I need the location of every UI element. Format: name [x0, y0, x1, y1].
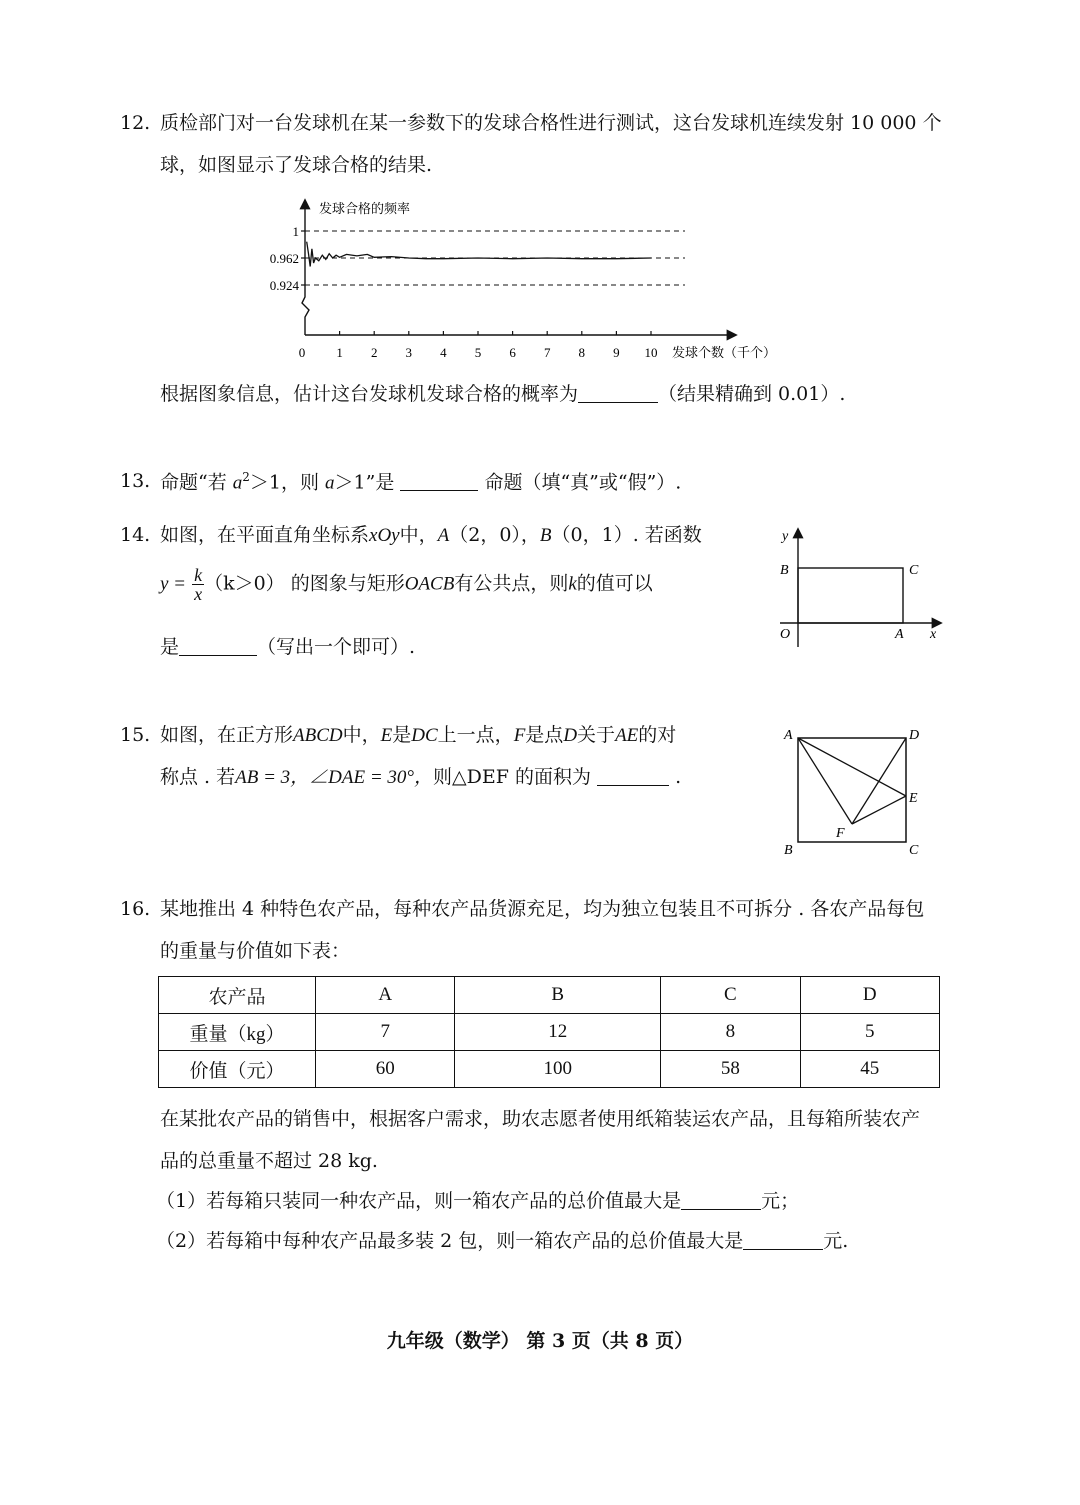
q14-label-y: y	[782, 529, 789, 544]
q14-line2-c: 有公共点，则	[454, 572, 569, 595]
q15-line1	[160, 724, 676, 748]
table-header-cell: C	[661, 977, 800, 1014]
table-cell: 5	[800, 1014, 939, 1051]
page-footer: 九年级（数学） 第 3 页（共 8 页）	[386, 1330, 694, 1352]
q15-line2-a: 称点 . 若	[160, 766, 236, 788]
q15-label-E: E	[909, 791, 918, 806]
table-cell: 8	[661, 1014, 800, 1051]
q13-sup: 2	[242, 470, 250, 484]
q13-var-a2: a	[325, 472, 335, 494]
q12-number: 12.	[120, 112, 151, 134]
q15-angle: ∠DAE = 30°，	[309, 767, 434, 788]
table-header-cell: A	[316, 977, 455, 1014]
q16-sub1-answer-blank[interactable]	[681, 1191, 761, 1210]
q15-line1-a: 如图，在正方形	[160, 724, 294, 746]
x-tick-label: 0	[298, 345, 306, 360]
q15-line2-end: .	[675, 766, 682, 788]
q13-number: 13.	[120, 470, 151, 492]
table-row	[159, 1014, 940, 1051]
q14-line2	[160, 566, 653, 603]
q14-k: k	[568, 573, 577, 595]
q13-mid1: ＞1，则	[249, 471, 319, 494]
q15-abcd: ABCD	[293, 725, 343, 746]
q15-E: E	[380, 725, 393, 746]
q14-line3-b: （写出一个即可）.	[257, 636, 416, 658]
q16-sub2-answer-blank[interactable]	[743, 1231, 823, 1250]
q15-line1-g: 的对	[638, 724, 677, 746]
q12-line1: 质检部门对一台发球机在某一参数下的发球合格性进行测试，这台发球机连续发射 10 000 个	[160, 112, 942, 134]
q15-DC: DC	[411, 725, 438, 746]
q15-answer-blank[interactable]	[597, 767, 669, 786]
table-header-row	[159, 977, 940, 1014]
q15-label-B: B	[784, 843, 793, 858]
table-header-cell: 农产品	[159, 977, 316, 1014]
q14-B-coord: （0，1）. 若函数	[551, 524, 702, 546]
q14-cond: （k＞0）	[204, 572, 285, 595]
y-tick-label: 0.924	[269, 278, 299, 293]
q15-label-C: C	[909, 843, 919, 858]
q14-frac-num: k	[194, 565, 203, 585]
q14-frac-den: x	[194, 584, 203, 604]
q14-y-eq: y =	[160, 573, 187, 595]
q15-ab3: AB = 3，	[235, 767, 310, 788]
q15-label-D: D	[909, 728, 920, 743]
q14-A-coord: （2，0），	[449, 524, 540, 546]
q15-line1-b: 中，	[342, 724, 381, 746]
q14-line3	[160, 636, 415, 659]
q12-frequency-chart	[260, 195, 820, 375]
x-tick-label: 2	[370, 345, 378, 360]
q16-product-table	[158, 976, 940, 1088]
q14-number: 14.	[120, 524, 151, 546]
q14-oacb: OACB	[404, 573, 455, 595]
q14-line2-b: 的图象与矩形	[290, 572, 405, 595]
q14-fraction	[192, 566, 204, 603]
q15-number: 15.	[120, 724, 151, 746]
table-cell: 58	[661, 1051, 800, 1088]
q15-AE: AE	[615, 725, 639, 746]
q14-line1	[160, 524, 702, 548]
q13-mid2: ＞1”是	[334, 471, 395, 494]
q16-sub2-after: 元.	[823, 1230, 849, 1252]
table-cell: 60	[316, 1051, 455, 1088]
table-cell: 重量（kg）	[159, 1014, 316, 1051]
x-tick-label: 7	[543, 345, 551, 360]
q12-question-before: 根据图象信息，估计这台发球机发球合格的概率为	[160, 383, 579, 405]
q12-question	[160, 383, 845, 406]
q16-sub2	[156, 1230, 848, 1253]
q14-xoy: xOy	[369, 525, 400, 546]
q16-sub1	[156, 1190, 799, 1213]
q14-A: A	[437, 525, 450, 546]
table-cell: 7	[316, 1014, 455, 1051]
q13-text-before: 命题“若	[160, 471, 227, 494]
q15-line2-b: 则△DEF 的面积为	[433, 766, 591, 788]
x-tick-label: 8	[578, 345, 586, 360]
table-cell: 价值（元）	[159, 1051, 316, 1088]
y-tick-label: 0.962	[269, 251, 299, 266]
q15-F: F	[513, 725, 526, 746]
x-tick-label: 10	[644, 345, 658, 360]
q15-segment-ae	[798, 738, 906, 796]
q12-question-after: （结果精确到 0.01）.	[658, 383, 846, 405]
q15-segment-af	[798, 738, 852, 824]
q14-label-x: x	[930, 627, 937, 642]
x-axis-label: 发球个数（千个）	[672, 345, 777, 360]
x-tick-label: 3	[405, 345, 413, 360]
table-cell: 12	[455, 1014, 661, 1051]
y-tick-label: 1	[292, 224, 299, 239]
q15-square-abcd	[798, 738, 906, 842]
frequency-series-line	[307, 242, 651, 267]
q15-line2	[160, 766, 681, 790]
q15-D: D	[563, 725, 578, 746]
q15-label-F: F	[836, 826, 845, 841]
q15-square-figure	[780, 724, 930, 859]
table-row	[159, 1051, 940, 1088]
q14-answer-blank[interactable]	[179, 637, 257, 656]
q14-line1-a: 如图，在平面直角坐标系	[160, 524, 370, 546]
q13-var-a: a	[232, 472, 243, 494]
q14-B: B	[539, 525, 552, 546]
q14-label-A: A	[895, 627, 904, 642]
q16-line4: 品的总重量不超过 28 kg.	[160, 1150, 378, 1172]
x-tick-label: 9	[613, 345, 620, 360]
q16-sub1-after: 元；	[761, 1190, 800, 1212]
q13-text-after: 命题（填“真”或“假”）.	[484, 471, 682, 494]
q16-line3: 在某批农产品的销售中，根据客户需求，助农志愿者使用纸箱装运农产品，且每箱所装农产	[160, 1108, 921, 1130]
q15-line1-e: 是点	[525, 724, 564, 746]
q15-line1-d: 上一点，	[437, 724, 514, 746]
y-axis	[302, 201, 309, 335]
table-cell: 45	[800, 1051, 939, 1088]
q14-rectangle-oacb	[798, 568, 903, 623]
q15-line1-c: 是	[392, 724, 412, 746]
q12-line2: 球，如图显示了发球合格的结果.	[160, 154, 433, 176]
q14-label-O: O	[780, 627, 791, 642]
q14-label-B: B	[780, 563, 789, 578]
q16-sub1-before: （1）若每箱只装同一种农产品，则一箱农产品的总价值最大是	[156, 1190, 682, 1212]
q15-segment-df	[852, 738, 906, 824]
table-header-cell: B	[455, 977, 661, 1014]
table-header-cell: D	[800, 977, 939, 1014]
q14-label-C: C	[909, 563, 919, 578]
q14-line2-d: 的值可以	[576, 572, 653, 595]
q15-line1-f: 关于	[577, 724, 616, 746]
q12-answer-blank[interactable]	[578, 384, 658, 403]
x-tick-label: 1	[336, 345, 343, 360]
q15-label-A: A	[784, 728, 793, 743]
q16-line1: 某地推出 4 种特色农产品，每种农产品货源充足，均为独立包装且不可拆分 . 各农产品每包	[160, 898, 925, 920]
q14-line3-a: 是	[160, 636, 180, 658]
x-tick-label: 4	[440, 345, 447, 360]
x-tick-label: 6	[509, 345, 516, 360]
q16-number: 16.	[120, 898, 151, 920]
q16-sub2-before: （2）若每箱中每种农产品最多装 2 包，则一箱农产品的总价值最大是	[156, 1230, 744, 1252]
x-tick-label: 5	[474, 345, 482, 360]
q14-line1-b: 中，	[399, 524, 438, 546]
q14-rectangle-figure	[770, 522, 950, 652]
q13-answer-blank[interactable]	[400, 472, 478, 491]
table-cell: 100	[455, 1051, 661, 1088]
q13-text	[160, 470, 681, 495]
q16-line2: 的重量与价值如下表：	[160, 940, 351, 962]
y-axis-label: 发球合格的频率	[319, 201, 411, 216]
